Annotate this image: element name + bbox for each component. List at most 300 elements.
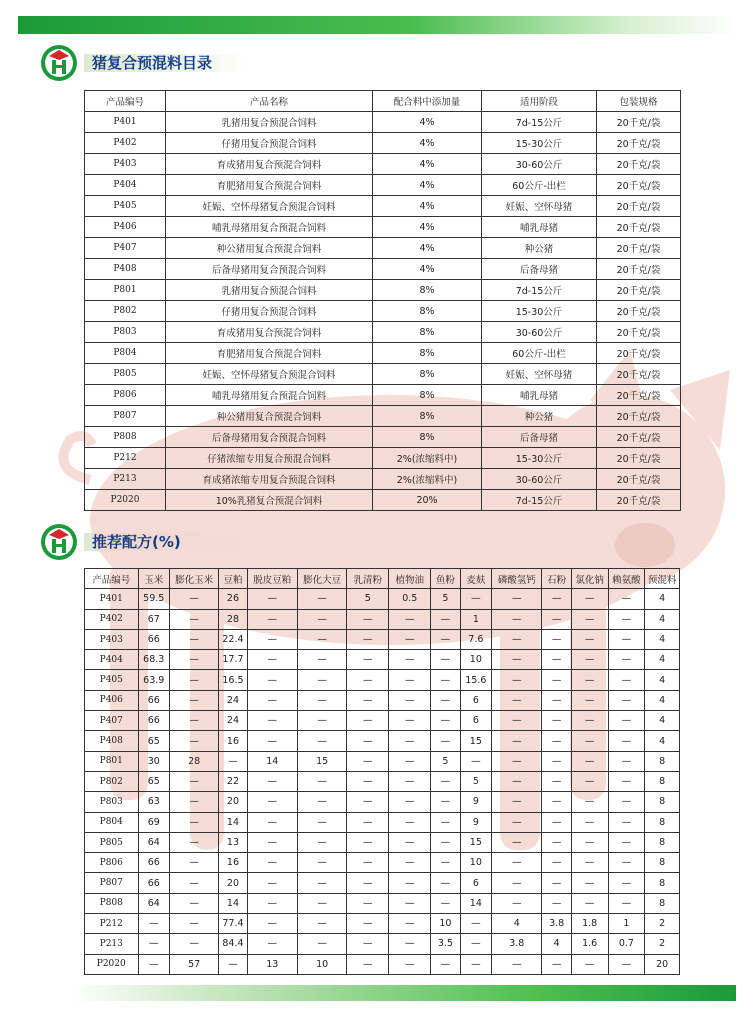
catalog-cell: 种公猪 [482, 238, 597, 259]
formula-cell: 4 [542, 934, 571, 954]
formula-cell: 8 [645, 812, 680, 832]
formula-cell: — [247, 832, 297, 852]
catalog-cell: 7d-15公斤 [482, 280, 597, 301]
formula-cell: 5 [431, 751, 460, 771]
catalog-cell: 20千克/袋 [597, 322, 681, 343]
formula-cell: 15 [460, 731, 491, 751]
formula-cell: 4 [492, 914, 542, 934]
formula-cell: — [389, 914, 431, 934]
formula-cell: — [347, 711, 389, 731]
formula-cell: 8 [645, 873, 680, 893]
section-header-catalog [40, 44, 222, 82]
formula-cell: — [247, 589, 297, 609]
formula-header-cell: 鱼粉 [431, 569, 460, 589]
formula-header-cell: 产品编号 [85, 569, 139, 589]
formula-cell: — [492, 690, 542, 710]
formula-cell: 4 [645, 609, 680, 629]
formula-table [84, 568, 680, 975]
catalog-cell: 种公猪用复合预混合饲料 [166, 406, 373, 427]
catalog-cell: P808 [85, 427, 166, 448]
formula-cell: — [571, 629, 608, 649]
formula-cell: — [492, 589, 542, 609]
formula-cell: 8 [645, 751, 680, 771]
formula-cell: — [431, 832, 460, 852]
formula-cell: 13 [219, 832, 247, 852]
formula-cell: — [297, 609, 346, 629]
formula-cell: — [608, 731, 645, 751]
formula-cell: 8 [645, 792, 680, 812]
formula-cell: — [169, 914, 218, 934]
catalog-header-cell: 包装规格 [597, 91, 681, 112]
table-row [85, 853, 680, 873]
formula-cell: — [247, 792, 297, 812]
table-row [85, 259, 681, 280]
catalog-cell: P805 [85, 364, 166, 385]
catalog-cell: 20千克/袋 [597, 217, 681, 238]
formula-header-cell: 赖氨酸 [608, 569, 645, 589]
formula-cell: — [492, 812, 542, 832]
table-row [85, 133, 681, 154]
formula-cell: 8 [645, 771, 680, 791]
formula-cell: — [571, 690, 608, 710]
catalog-cell: 30-60公斤 [482, 469, 597, 490]
formula-cell: — [347, 914, 389, 934]
formula-cell: — [460, 751, 491, 771]
formula-cell: — [431, 812, 460, 832]
catalog-cell: 60公斤-出栏 [482, 343, 597, 364]
formula-cell: — [389, 954, 431, 974]
section-title-formula: 推荐配方(%) [84, 530, 191, 554]
formula-cell: — [460, 954, 491, 974]
formula-cell: — [297, 914, 346, 934]
formula-cell: 28 [169, 751, 218, 771]
formula-header-cell: 麦麸 [460, 569, 491, 589]
formula-cell: — [247, 812, 297, 832]
table-row [85, 873, 680, 893]
formula-cell: 14 [247, 751, 297, 771]
formula-cell: — [460, 589, 491, 609]
formula-cell: 4 [645, 711, 680, 731]
catalog-cell: 育成猪用复合预混合饲料 [166, 322, 373, 343]
catalog-cell: P406 [85, 217, 166, 238]
company-logo-icon [40, 44, 78, 82]
formula-cell: — [247, 609, 297, 629]
catalog-cell: 4% [373, 175, 482, 196]
table-row [85, 914, 680, 934]
formula-cell: 15 [460, 832, 491, 852]
formula-cell: — [608, 792, 645, 812]
formula-cell: — [431, 792, 460, 812]
formula-cell: — [347, 893, 389, 913]
formula-header-cell: 脱皮豆粕 [247, 569, 297, 589]
company-logo-icon [40, 523, 78, 561]
formula-cell: — [571, 812, 608, 832]
catalog-cell: 20千克/袋 [597, 238, 681, 259]
formula-cell: 69 [138, 812, 169, 832]
formula-cell: — [389, 650, 431, 670]
formula-cell: 6 [460, 873, 491, 893]
formula-cell: — [542, 954, 571, 974]
catalog-cell: 30-60公斤 [482, 154, 597, 175]
formula-cell: 20 [219, 873, 247, 893]
formula-cell: — [347, 731, 389, 751]
catalog-cell: 8% [373, 385, 482, 406]
table-row [85, 629, 680, 649]
table-row [85, 448, 681, 469]
catalog-cell: 后备母猪用复合预混合饲料 [166, 259, 373, 280]
formula-cell: 7.6 [460, 629, 491, 649]
formula-cell: — [347, 812, 389, 832]
formula-cell: P406 [85, 690, 139, 710]
formula-cell: — [297, 853, 346, 873]
formula-cell: — [389, 853, 431, 873]
catalog-cell: P802 [85, 301, 166, 322]
formula-cell: — [431, 629, 460, 649]
table-row [85, 792, 680, 812]
formula-cell: 4 [645, 731, 680, 751]
formula-cell: — [608, 589, 645, 609]
catalog-cell: P213 [85, 469, 166, 490]
formula-cell: — [542, 731, 571, 751]
formula-cell: — [571, 832, 608, 852]
formula-cell: — [389, 812, 431, 832]
formula-cell: — [571, 609, 608, 629]
catalog-cell: 20千克/袋 [597, 448, 681, 469]
formula-cell: — [169, 832, 218, 852]
formula-cell: — [169, 670, 218, 690]
formula-cell: — [492, 832, 542, 852]
formula-cell: — [247, 650, 297, 670]
formula-header-cell: 植物油 [389, 569, 431, 589]
catalog-cell: 2%(浓缩料中) [373, 448, 482, 469]
formula-cell: 67 [138, 609, 169, 629]
formula-cell: — [169, 934, 218, 954]
formula-cell: — [347, 954, 389, 974]
formula-cell: 6 [460, 711, 491, 731]
formula-cell: — [169, 609, 218, 629]
formula-cell: — [389, 670, 431, 690]
table-row [85, 934, 680, 954]
formula-cell: — [347, 771, 389, 791]
formula-cell: 8 [645, 893, 680, 913]
formula-cell: — [247, 771, 297, 791]
formula-cell: — [347, 873, 389, 893]
formula-cell: 66 [138, 853, 169, 873]
formula-cell: 10 [431, 914, 460, 934]
formula-cell: — [492, 873, 542, 893]
formula-cell: — [389, 731, 431, 751]
catalog-cell: 4% [373, 238, 482, 259]
table-row [85, 650, 680, 670]
formula-cell: — [571, 751, 608, 771]
table-row [85, 690, 680, 710]
formula-cell: 28 [219, 609, 247, 629]
formula-cell: 63.9 [138, 670, 169, 690]
formula-cell: — [542, 893, 571, 913]
formula-cell: — [492, 629, 542, 649]
formula-cell: — [389, 873, 431, 893]
formula-cell: — [608, 873, 645, 893]
formula-cell: — [297, 832, 346, 852]
formula-cell: — [571, 954, 608, 974]
catalog-cell: 后备母猪 [482, 427, 597, 448]
formula-cell: — [347, 934, 389, 954]
formula-cell: — [169, 731, 218, 751]
formula-header-cell: 磷酸氢钙 [492, 569, 542, 589]
catalog-cell: P401 [85, 112, 166, 133]
catalog-cell: 20千克/袋 [597, 385, 681, 406]
table-row [85, 893, 680, 913]
formula-cell: — [389, 771, 431, 791]
formula-cell: — [542, 853, 571, 873]
catalog-cell: 4% [373, 196, 482, 217]
formula-cell: — [389, 629, 431, 649]
formula-cell: — [169, 771, 218, 791]
formula-cell: — [492, 650, 542, 670]
formula-cell: — [571, 792, 608, 812]
formula-cell: — [219, 751, 247, 771]
catalog-cell: P803 [85, 322, 166, 343]
table-row [85, 954, 680, 974]
formula-cell: — [247, 873, 297, 893]
formula-cell: — [389, 832, 431, 852]
table-row [85, 343, 681, 364]
formula-cell: — [389, 893, 431, 913]
formula-cell: — [492, 771, 542, 791]
formula-cell: 17.7 [219, 650, 247, 670]
formula-cell: — [608, 893, 645, 913]
formula-header-cell: 氯化钠 [571, 569, 608, 589]
catalog-cell: 乳猪用复合预混合饲料 [166, 280, 373, 301]
catalog-cell: 20% [373, 490, 482, 511]
formula-cell: P407 [85, 711, 139, 731]
formula-cell: 20 [219, 792, 247, 812]
formula-cell: 3.8 [542, 914, 571, 934]
formula-cell: — [542, 873, 571, 893]
formula-cell: — [608, 609, 645, 629]
catalog-header-cell: 产品编号 [85, 91, 166, 112]
catalog-cell: P801 [85, 280, 166, 301]
catalog-header-row [85, 91, 681, 112]
table-row [85, 301, 681, 322]
table-row [85, 812, 680, 832]
formula-cell: — [492, 609, 542, 629]
formula-cell: — [347, 670, 389, 690]
formula-cell: — [297, 670, 346, 690]
formula-cell: — [608, 954, 645, 974]
formula-cell: — [347, 650, 389, 670]
formula-cell: — [431, 893, 460, 913]
catalog-cell: P2020 [85, 490, 166, 511]
formula-cell: — [247, 853, 297, 873]
formula-cell: 2 [645, 914, 680, 934]
catalog-cell: 8% [373, 364, 482, 385]
formula-cell: P806 [85, 853, 139, 873]
formula-cell: — [389, 711, 431, 731]
formula-cell: 4 [645, 589, 680, 609]
formula-cell: — [297, 731, 346, 751]
formula-cell: — [571, 893, 608, 913]
formula-cell: 66 [138, 629, 169, 649]
table-row [85, 217, 681, 238]
formula-cell: — [347, 792, 389, 812]
formula-cell: — [608, 832, 645, 852]
formula-cell: — [492, 792, 542, 812]
formula-cell: — [542, 751, 571, 771]
formula-cell: — [169, 589, 218, 609]
formula-cell: — [297, 771, 346, 791]
formula-cell: — [542, 589, 571, 609]
formula-cell: — [247, 711, 297, 731]
formula-cell: 84.4 [219, 934, 247, 954]
catalog-cell: 15-30公斤 [482, 448, 597, 469]
formula-cell: 2 [645, 934, 680, 954]
formula-cell: P213 [85, 934, 139, 954]
formula-cell: — [389, 751, 431, 771]
formula-cell: — [542, 609, 571, 629]
formula-cell: — [297, 690, 346, 710]
formula-cell: — [608, 650, 645, 670]
catalog-cell: P212 [85, 448, 166, 469]
formula-cell: — [431, 954, 460, 974]
formula-cell: P802 [85, 771, 139, 791]
formula-cell: 0.7 [608, 934, 645, 954]
formula-cell: — [542, 771, 571, 791]
table-row [85, 112, 681, 133]
formula-cell: — [571, 589, 608, 609]
formula-cell: 14 [219, 812, 247, 832]
catalog-cell: 妊娠、空怀母猪复合预混合饲料 [166, 364, 373, 385]
formula-cell: 9 [460, 792, 491, 812]
formula-cell: — [138, 954, 169, 974]
formula-cell: — [138, 934, 169, 954]
formula-cell: P808 [85, 893, 139, 913]
catalog-cell: P403 [85, 154, 166, 175]
formula-cell: 57 [169, 954, 218, 974]
formula-cell: P2020 [85, 954, 139, 974]
formula-cell: 15.6 [460, 670, 491, 690]
formula-cell: — [297, 711, 346, 731]
formula-cell: 6 [460, 690, 491, 710]
table-row [85, 609, 680, 629]
formula-cell: — [608, 629, 645, 649]
formula-cell: P804 [85, 812, 139, 832]
catalog-cell: 妊娠、空怀母猪 [482, 364, 597, 385]
formula-cell: — [608, 751, 645, 771]
formula-cell: — [542, 711, 571, 731]
catalog-cell: 妊娠、空怀母猪 [482, 196, 597, 217]
formula-cell: — [431, 853, 460, 873]
formula-cell: P807 [85, 873, 139, 893]
formula-cell: — [431, 690, 460, 710]
catalog-cell: 4% [373, 154, 482, 175]
formula-cell: — [608, 812, 645, 832]
catalog-cell: 20千克/袋 [597, 406, 681, 427]
catalog-cell: 20千克/袋 [597, 154, 681, 175]
formula-cell: — [431, 650, 460, 670]
table-row [85, 238, 681, 259]
formula-cell: 65 [138, 731, 169, 751]
catalog-cell: 30-60公斤 [482, 322, 597, 343]
formula-cell: — [608, 670, 645, 690]
catalog-cell: 8% [373, 406, 482, 427]
formula-cell: — [460, 934, 491, 954]
formula-cell: 4 [645, 650, 680, 670]
formula-cell: P803 [85, 792, 139, 812]
formula-cell: 22 [219, 771, 247, 791]
table-row [85, 469, 681, 490]
formula-cell: 64 [138, 832, 169, 852]
catalog-cell: 4% [373, 112, 482, 133]
formula-cell: 3.8 [492, 934, 542, 954]
formula-cell: 13 [247, 954, 297, 974]
formula-cell: — [542, 832, 571, 852]
formula-cell: — [347, 609, 389, 629]
formula-cell: — [169, 873, 218, 893]
formula-cell: P801 [85, 751, 139, 771]
formula-cell: 59.5 [138, 589, 169, 609]
catalog-cell: 乳猪用复合预混合饲料 [166, 112, 373, 133]
section-header-formula [40, 523, 191, 561]
table-row [85, 406, 681, 427]
catalog-cell: 20千克/袋 [597, 427, 681, 448]
catalog-cell: 哺乳母猪 [482, 385, 597, 406]
catalog-cell: P804 [85, 343, 166, 364]
catalog-cell: 10%乳猪复合预混合饲料 [166, 490, 373, 511]
formula-cell: — [492, 751, 542, 771]
formula-cell: — [542, 650, 571, 670]
catalog-cell: 4% [373, 259, 482, 280]
formula-cell: P405 [85, 670, 139, 690]
formula-header-cell: 膨化大豆 [297, 569, 346, 589]
formula-cell: — [247, 629, 297, 649]
catalog-cell: 8% [373, 343, 482, 364]
formula-cell: 14 [219, 893, 247, 913]
formula-cell: 64 [138, 893, 169, 913]
formula-cell: — [169, 893, 218, 913]
formula-cell: 8 [645, 832, 680, 852]
formula-cell: — [431, 771, 460, 791]
catalog-cell: 8% [373, 301, 482, 322]
formula-cell: — [431, 670, 460, 690]
catalog-cell: 20千克/袋 [597, 280, 681, 301]
formula-cell: — [347, 832, 389, 852]
catalog-cell: P807 [85, 406, 166, 427]
table-row [85, 364, 681, 385]
catalog-cell: 20千克/袋 [597, 469, 681, 490]
formula-cell: — [389, 934, 431, 954]
formula-cell: 0.5 [389, 589, 431, 609]
formula-cell: — [219, 954, 247, 974]
catalog-cell: 妊娠、空怀母猪复合预混合饲料 [166, 196, 373, 217]
formula-cell: 16 [219, 853, 247, 873]
formula-cell: 1.6 [571, 934, 608, 954]
formula-cell: — [492, 893, 542, 913]
formula-cell: — [247, 893, 297, 913]
formula-cell: — [169, 690, 218, 710]
formula-cell: P402 [85, 609, 139, 629]
formula-cell: — [571, 873, 608, 893]
catalog-cell: 种公猪 [482, 406, 597, 427]
table-row [85, 751, 680, 771]
formula-cell: — [297, 629, 346, 649]
formula-cell: — [138, 914, 169, 934]
catalog-cell: 育成猪用复合预混合饲料 [166, 154, 373, 175]
catalog-cell: P404 [85, 175, 166, 196]
formula-header-row [85, 569, 680, 589]
catalog-cell: P408 [85, 259, 166, 280]
catalog-header-cell: 配合料中添加量 [373, 91, 482, 112]
